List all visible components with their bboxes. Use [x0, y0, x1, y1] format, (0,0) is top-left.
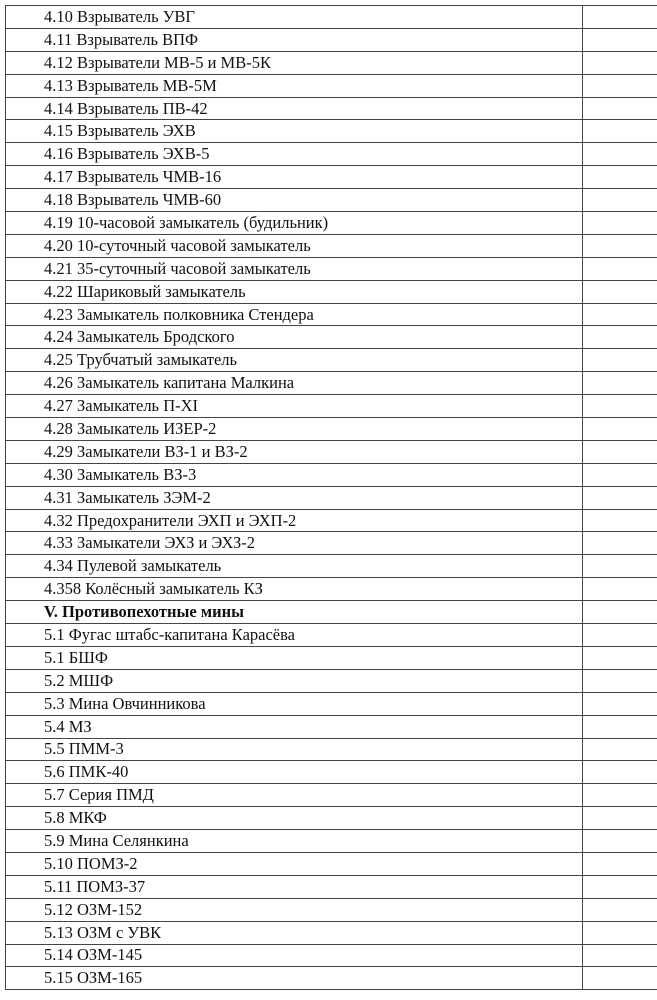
- table-row: [6, 715, 657, 738]
- table-row: [6, 212, 657, 235]
- table-row: [6, 234, 657, 257]
- table-row: [6, 166, 657, 189]
- entry-title: 4.31 Замыкатель ЗЭМ-2: [6, 486, 583, 509]
- page-number-cell: [583, 761, 657, 784]
- table-row: [6, 486, 657, 509]
- entry-title: 5.5 ПММ-3: [6, 738, 583, 761]
- page-number-cell: [583, 509, 657, 532]
- page-number-cell: [583, 784, 657, 807]
- contents-body: [6, 6, 657, 990]
- table-row: [6, 97, 657, 120]
- table-row: [6, 189, 657, 212]
- page-number-cell: [583, 280, 657, 303]
- page-number-cell: [583, 97, 657, 120]
- page-number-cell: [583, 28, 657, 51]
- page-number-cell: [583, 74, 657, 97]
- entry-title: 4.17 Взрыватель ЧМВ-16: [6, 166, 583, 189]
- entry-title: 4.34 Пулевой замыкатель: [6, 555, 583, 578]
- table-row: [6, 349, 657, 372]
- page-number-cell: [583, 601, 657, 624]
- page-number-cell: [583, 852, 657, 875]
- entry-title: 5.11 ПОМЗ-37: [6, 875, 583, 898]
- table-row: [6, 463, 657, 486]
- entry-title: 4.28 Замыкатель ИЗЕР-2: [6, 418, 583, 441]
- table-row: [6, 143, 657, 166]
- page-number-cell: [583, 51, 657, 74]
- table-row: [6, 257, 657, 280]
- page-number-cell: [583, 418, 657, 441]
- page-number-cell: [583, 624, 657, 647]
- table-row: [6, 669, 657, 692]
- page-number-cell: [583, 669, 657, 692]
- section-title: V. Противопехотные мины: [6, 601, 583, 624]
- page-number-cell: [583, 898, 657, 921]
- entry-title: 4.32 Предохранители ЭХП и ЭХП-2: [6, 509, 583, 532]
- page-number-cell: [583, 944, 657, 967]
- table-row: [6, 395, 657, 418]
- entry-title: 5.15 ОЗМ-165: [6, 967, 583, 990]
- page-number-cell: [583, 555, 657, 578]
- page-number-cell: [583, 738, 657, 761]
- entry-title: 4.23 Замыкатель полковника Стендера: [6, 303, 583, 326]
- table-row: [6, 624, 657, 647]
- entry-title: 5.8 МКФ: [6, 807, 583, 830]
- table-row: [6, 555, 657, 578]
- page-number-cell: [583, 166, 657, 189]
- table-row: [6, 532, 657, 555]
- table-row: [6, 875, 657, 898]
- table-row: [6, 921, 657, 944]
- page-number-cell: [583, 234, 657, 257]
- page-number-cell: [583, 875, 657, 898]
- entry-title: 4.22 Шариковый замыкатель: [6, 280, 583, 303]
- entry-title: 4.18 Взрыватель ЧМВ-60: [6, 189, 583, 212]
- table-row: [6, 944, 657, 967]
- page-number-cell: [583, 807, 657, 830]
- page-number-cell: [583, 967, 657, 990]
- table-row: [6, 509, 657, 532]
- page-number-cell: [583, 349, 657, 372]
- table-row: [6, 738, 657, 761]
- page-number-cell: [583, 715, 657, 738]
- table-row: [6, 6, 657, 29]
- page-number-cell: [583, 692, 657, 715]
- entry-title: 4.13 Взрыватель МВ-5М: [6, 74, 583, 97]
- entry-title: 5.7 Серия ПМД: [6, 784, 583, 807]
- table-row: [6, 28, 657, 51]
- table-row: [6, 326, 657, 349]
- page-number-cell: [583, 372, 657, 395]
- page-number-cell: [583, 830, 657, 853]
- table-row: [6, 784, 657, 807]
- page-number-cell: [583, 463, 657, 486]
- table-row: [6, 74, 657, 97]
- table-row: [6, 852, 657, 875]
- entry-title: 4.25 Трубчатый замыкатель: [6, 349, 583, 372]
- table-row: [6, 898, 657, 921]
- table-row: [6, 440, 657, 463]
- entry-title: 5.1 БШФ: [6, 646, 583, 669]
- section-heading-row: [6, 601, 657, 624]
- page-number-cell: [583, 6, 657, 29]
- entry-title: 5.10 ПОМЗ-2: [6, 852, 583, 875]
- entry-title: 4.29 Замыкатели ВЗ-1 и ВЗ-2: [6, 440, 583, 463]
- entry-title: 5.3 Мина Овчинникова: [6, 692, 583, 715]
- page-number-cell: [583, 189, 657, 212]
- page-number-cell: [583, 143, 657, 166]
- entry-title: 4.24 Замыкатель Бродского: [6, 326, 583, 349]
- entry-title: 4.26 Замыкатель капитана Малкина: [6, 372, 583, 395]
- page-number-cell: [583, 440, 657, 463]
- entry-title: 5.9 Мина Селянкина: [6, 830, 583, 853]
- table-row: [6, 646, 657, 669]
- entry-title: 4.27 Замыкатель П-XI: [6, 395, 583, 418]
- entry-title: 5.1 Фугас штабс-капитана Карасёва: [6, 624, 583, 647]
- page-number-cell: [583, 212, 657, 235]
- entry-title: 5.14 ОЗМ-145: [6, 944, 583, 967]
- page-number-cell: [583, 303, 657, 326]
- table-row: [6, 418, 657, 441]
- table-row: [6, 303, 657, 326]
- contents-table: [5, 5, 657, 990]
- table-row: [6, 280, 657, 303]
- entry-title: 5.13 ОЗМ с УВК: [6, 921, 583, 944]
- page-number-cell: [583, 120, 657, 143]
- table-row: [6, 51, 657, 74]
- page-number-cell: [583, 532, 657, 555]
- page-number-cell: [583, 578, 657, 601]
- entry-title: 5.6 ПМК-40: [6, 761, 583, 784]
- page-number-cell: [583, 395, 657, 418]
- entry-title: 4.21 35-суточный часовой замыкатель: [6, 257, 583, 280]
- page-number-cell: [583, 326, 657, 349]
- entry-title: 5.4 МЗ: [6, 715, 583, 738]
- page-number-cell: [583, 257, 657, 280]
- entry-title: 4.11 Взрыватель ВПФ: [6, 28, 583, 51]
- entry-title: 5.2 МШФ: [6, 669, 583, 692]
- table-row: [6, 807, 657, 830]
- table-row: [6, 967, 657, 990]
- entry-title: 4.10 Взрыватель УВГ: [6, 6, 583, 29]
- entry-title: 5.12 ОЗМ-152: [6, 898, 583, 921]
- table-row: [6, 692, 657, 715]
- entry-title: 4.33 Замыкатели ЭХЗ и ЭХЗ-2: [6, 532, 583, 555]
- entry-title: 4.16 Взрыватель ЭХВ-5: [6, 143, 583, 166]
- table-row: [6, 761, 657, 784]
- page-number-cell: [583, 486, 657, 509]
- entry-title: 4.19 10-часовой замыкатель (будильник): [6, 212, 583, 235]
- table-row: [6, 372, 657, 395]
- page-number-cell: [583, 921, 657, 944]
- entry-title: 4.358 Колёсный замыкатель КЗ: [6, 578, 583, 601]
- table-row: [6, 120, 657, 143]
- entry-title: 4.14 Взрыватель ПВ-42: [6, 97, 583, 120]
- table-row: [6, 578, 657, 601]
- entry-title: 4.12 Взрыватели МВ-5 и МВ-5К: [6, 51, 583, 74]
- page-number-cell: [583, 646, 657, 669]
- entry-title: 4.30 Замыкатель ВЗ-3: [6, 463, 583, 486]
- entry-title: 4.20 10-суточный часовой замыкатель: [6, 234, 583, 257]
- table-row: [6, 830, 657, 853]
- entry-title: 4.15 Взрыватель ЭХВ: [6, 120, 583, 143]
